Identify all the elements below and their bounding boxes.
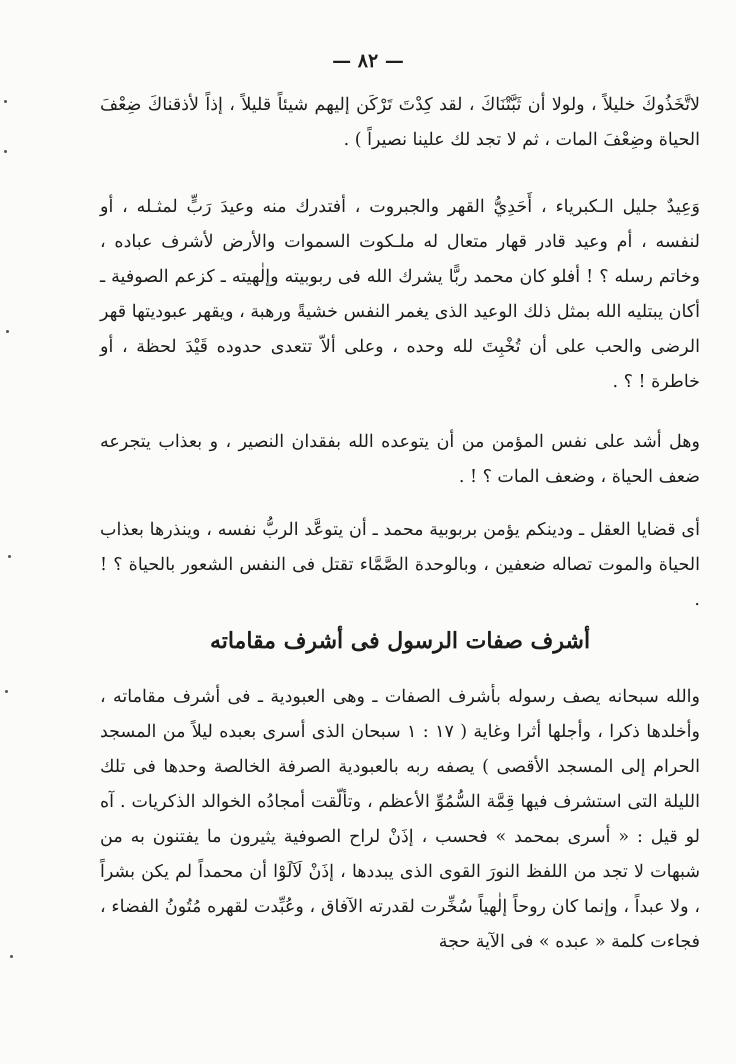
paragraph-5: والله سبحانه يصف رسوله بأشرف الصفات ـ وهى العبودية ـ فى أشرف مقاماته ، وأخلدها ذكرا ، وأجلها أثرا وغاية ( ١٧ : ١ سبحان الذى أسرى بعبده ليلاً من المسجد الحرام إلى المسجد الأقصى ) يصفه ربه بالعبودية الصرفة الخالصة وحدها فى تلك الليلة التى استشرف فيها قِمَّة السُّمُوِّ الأعظم ، وتألّقت أمجادُه الخوالد الذكريات . آه لو قيل : « أسرى بمحمد » فحسب ، إذَنْ لراح الصوفية يثيرون ما يفتنون به من شبهات لا تجد من اللفظ النورَ القوى الذى يبددها ، إذَنْ لَآلَوْا أن محمداً لم يكن بشراً ، ولا عبداً ، وإنما كان روحاً إلٰهياً سُخِّرت لقدرته الآفاق ، وعُبِّدت لقهره مُتُونُ الفضاء ، فجاءت كلمة « عبده » فى الآية حجة <box>100 687 700 952</box>
paragraph-3: وهل أشد على نفس المؤمن من أن يتوعده الله بفقدان النصير ، و بعذاب يتجرعه ضعف الحياة ، وضعف المات ؟ ! . <box>100 432 700 487</box>
section-heading: أشرف صفات الرسول فى أشرف مقاماته <box>209 628 591 654</box>
paragraph-2: وَعِيدٌ جليل الـكبرياء ، أَحَدِيُّ القهر والجبروت ، أفتدرك منه وعيدَ رَبٍّ لمثـله ، أو لنفسه ، أم وعيد قادر قهار متعال له ملـكوت السموات والأرض لأشرف عباده ، وخاتم رسله ؟ ! أفلو كان محمد ربًّا يشرك الله فى ربوبيته وإلٰهيته ـ كزعم الصوفية ـ أكان يبتليه الله بمثل ذلك الوعيد الذى يغمر النفس خشيةً ورهبة ، ويقهر عبوديتها قهر الرضى والحب على أن تُخْبِتَ لله وحده ، وعلى ألاّ تتعدى حدوده قَيْدَ لحظة ، أو خاطرة ! ؟ . <box>100 197 700 392</box>
paragraph-1: لاتَّخَذُوكَ خليلاً ، ولولا أن ثَبَّتْنَاكَ ، لقد كِدْتَ تَرْكَن إليهم شيئاً قليلاً ، إذاً لأذقناكَ ضِعْفَ الحياة وضِعْفَ المات ، ثم لا تجد لك علينا نصيراً ) . <box>100 95 700 150</box>
paragraph-4: أى قضايا العقل ـ ودينكم يؤمن بربوبية محمد ـ أن يتوعَّد الربُّ نفسه ، وينذرها بعذاب الحياة والموت تصاله ضعفين ، وبالوحدة الصَّمَّاء تقتل فى النفس الشعور بالحياة ؟ ! . <box>100 520 700 610</box>
page-number: — ٨٢ — <box>332 50 404 72</box>
